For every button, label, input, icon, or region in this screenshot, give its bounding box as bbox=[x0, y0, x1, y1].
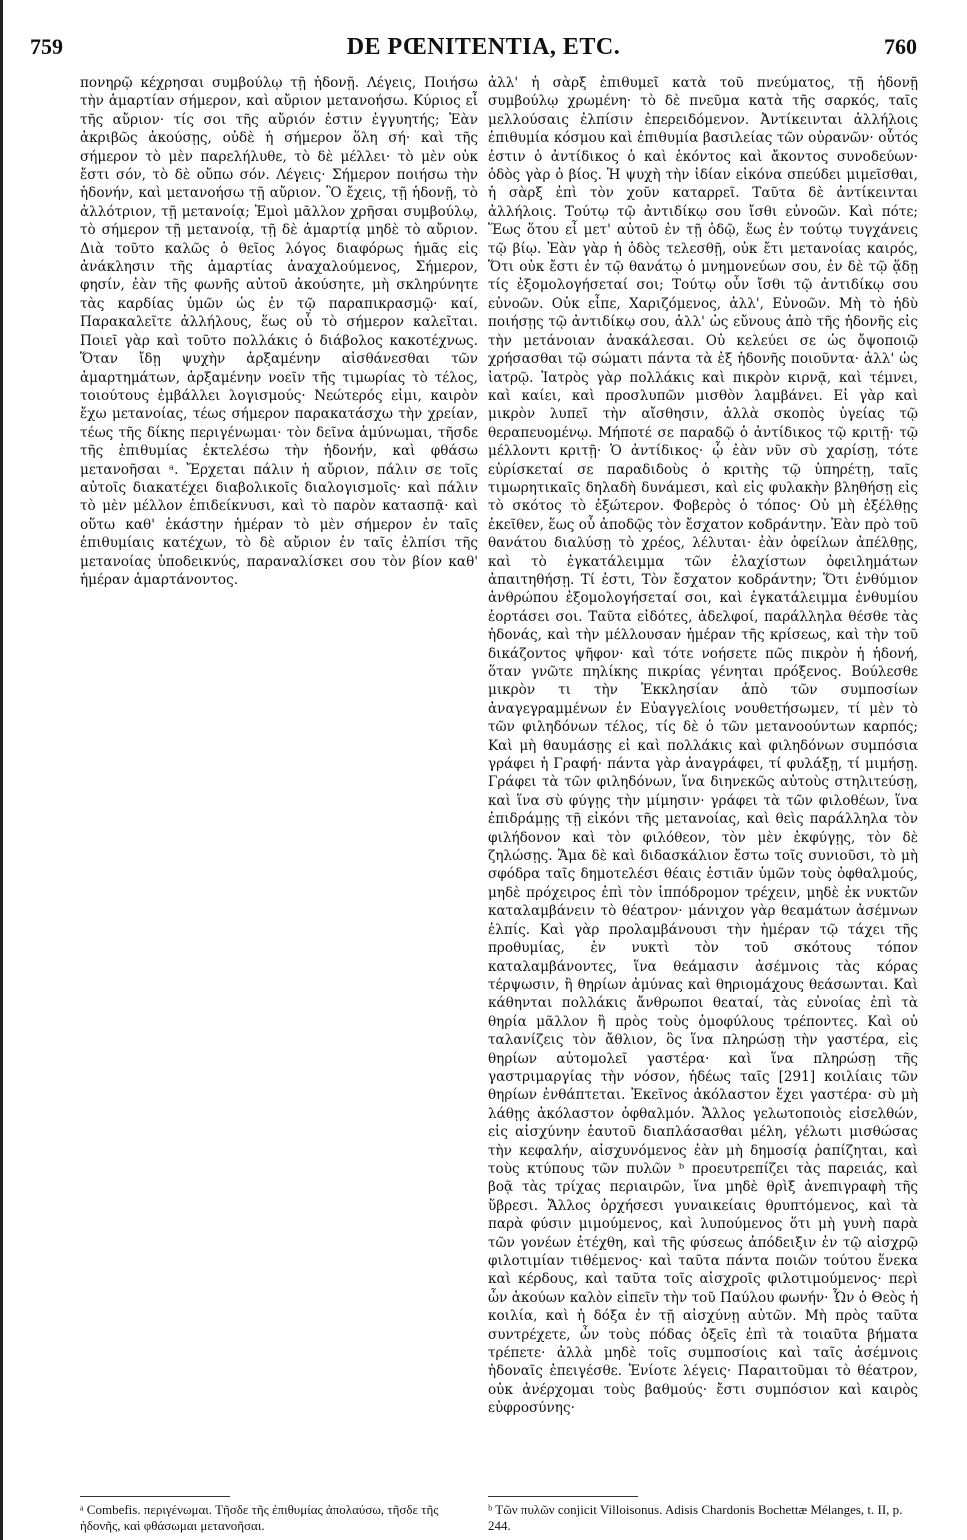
footnote-left: ᵃ Combefis. περιγένωμαι. Τῆσδε τῆς ἐπιθυμίας ἀπολαύσω, τῆσδε τῆς ἡδονῆς, καὶ φθάσωμαι μετανοῆσαι. bbox=[80, 1502, 439, 1533]
page-number-right: 760 bbox=[884, 34, 917, 59]
text-column-right bbox=[488, 74, 918, 1418]
paragraph: πονηρῷ κέχρησαι συμβούλῳ τῇ ἡδονῇ. Λέγεις, Ποιήσω τὴν ἁμαρτίαν σήμερον, καὶ αὔριον μετανοήσω. Κύριος εἶ τῆς αὔριον· τίς σοι τῆς αὔριόν ἐστιν ἐγγυητής; Ἐὰν ἀκριβῶς ἀκούσῃς, οὐδὲ ἡ σήμερον ὅλη σή· καὶ τῆς σήμερον τὸ μὲν παρελήλυθε, τὸ δὲ μέλλει· τὸ μὲν οὐκ ἔστι σόν, τὸ δὲ οὔπω σόν. Λέγεις· Σήμερον ποιήσω τὴν ἡδονήν, καὶ μετανοήσω τῇ αὔριον. Ὃ ἔχεις, τῇ ἡδονῇ, τὸ ἀλλότριον, τῇ μετανοίᾳ; Ἐμοὶ μᾶλλον χρῆσαι συμβούλῳ, τὸ σήμερον τῇ μετανοίᾳ, τῇ δὲ ἁμαρτίᾳ μηδὲ τὸ αὔριον. Διὰ τοῦτο καλῶς ὁ θεῖος λόγος διαφόρως ἡμᾶς εἰς ἀνάκλησιν τῆς ἁμαρτίας ἀναχαλούμενος, Σήμερον, φησίν, ἐὰν τῆς φωνῆς αὐτοῦ ἀκούσητε, μὴ σκληρύνητε τὰς καρδίας ὑμῶν ὡς ἐν τῷ παραπικρασμῷ· καί, Παρακαλεῖτε ἀλλήλους, ἕως οὗ τὸ σήμερον καλεῖται. Ποιεῖ γὰρ καὶ τοῦτο πολλάκις ὁ διάβολος κακοτέχνως. Ὅταν ἴδῃ ψυχὴν ἀρξαμένην αἰσθάνεσθαι τῶν ἁμαρτημάτων, ἀρξαμένην νοεῖν τῆς τιμωρίας τὸ τέλος, τοιούτους ἐμβάλλει λογισμούς· Νεώτερός εἰμι, καιρὸν ἔχω μετανοίας, τέως σήμερον παρακατάσχω τὴν χρείαν, τέως τῆς δίκης περιγένωμαι· τὸν δεῖνα ἀμύνωμαι, τῆσδε τῆς ἐπιθυμίας ἐκτελέσω τὴν ἡδονήν, καὶ φθάσω μετανοῆσαι ᵃ. Ἔρχεται πάλιν ἡ αὔριον, πάλιν σε τοῖς αὐτοῖς διακατέχει διαβολικοῖς διαλογισμοῖς· καὶ πάλιν τὸ μὲν μέλλον ἐπιδείκνυσι, καὶ τὸ παρὸν κατασπᾷ· καὶ οὕτω καθ' ἑκάστην ἡμέραν τὸ μὲν σήμερον ἐν ταῖς ἐπιθυμίαις κατέχων, τὸ δὲ αὔριον ἐν ταῖς ἐλπίσι τῆς μετανοίας ὑποδεικνύς, παραναλίσκει σου τὸν βίον καθ' ἡμέραν ἁμαρτάνοντος. bbox=[80, 75, 478, 588]
footnote-right: ᵇ Τῶν πυλῶν conjicit Villoisonus. Adisis Chardonis Bochettæ Mélanges, t. II, p. 244. bbox=[488, 1502, 903, 1533]
footnote-rule-right bbox=[488, 1496, 638, 1497]
paragraph: ἀλλ' ἡ σὰρξ ἐπιθυμεῖ κατὰ τοῦ πνεύματος, τῇ ἡδονῇ συμβούλῳ χρωμένη· τὸ δὲ πνεῦμα κατὰ τῆς σαρκός, ταῖς μελλούσαις ἐλπίσιν ἐπερειδόμενον. Ἀντίκεινται ἀλλήλοις ἐπιθυμία κόσμου καὶ ἐπιθυμία βασιλείας τῶν οὐρανῶν· οὗτός ἐστιν ὁ ἀντίδικος ὁ καὶ ἑκόντος καὶ ἄκοντος συνοδεύων· ὁδὸς γὰρ ὁ βίος. Ἡ ψυχὴ τὴν ἰδίαν εἰκόνα σπεύδει μιμεῖσθαι, ἡ σὰρξ ἐπὶ τὸν χοῦν καταρρεῖ. Ταῦτα δὲ ἀντίκεινται ἀλλήλοις. Τούτῳ τῷ ἀντιδίκῳ σου ἴσθι εὐνοῶν. Καὶ πότε; Ἕως ὅτου εἶ μετ' αὐτοῦ ἐν τῇ ὁδῷ, ἕως ἐν τούτῳ τυγχάνεις τῷ βίῳ. Ἐὰν γὰρ ἡ ὁδὸς τελεσθῇ, οὐκ ἔτι μετανοίας καιρός, Ὅτι οὐκ ἔστι ἐν τῷ θανάτῳ ὁ μνημονεύων σου, ἐν δὲ τῷ ᾅδῃ τίς ἐξομολογήσεταί σοι; Τούτῳ οὖν ἴσθι τῷ ἀντιδίκῳ σου εὐνοῶν. Οὐκ εἶπε, Χαριζόμενος, ἀλλ', Εὐνοῶν. Μὴ τὸ ἡδὺ ποιήσῃς τῷ ἀντιδίκῳ σου, ἀλλ' ὡς εὔνους ἀπὸ τῆς ἡδονῆς εἰς τὴν μετάνοιαν ἀνακάλεσαι. Οὐ κελεύει σε ὡς ὄψοποιῷ χρήσασθαι τῷ σώματι πάντα τὰ ἐξ ἡδονῆς ποιοῦντα· ἀλλ' ὡς ἰατρῷ. Ἰατρὸς γὰρ πολλάκις καὶ πικρὸν κιρνᾷ, καὶ τέμνει, καὶ καίει, καὶ προσλυπῶν μισθὸν λαμβάνει. Εἰ γὰρ καὶ μικρὸν λυπεῖ τὴν αἴσθησιν, ἀλλὰ σκοπὸς ὑγείας τῷ θεραπευομένῳ. Μήποτέ σε παραδῷ ὁ ἀντίδικος τῷ κριτῇ· τῷ μέλλοντι κριτῇ· Ὁ ἀντίδικος· ᾧ ἐὰν νῦν σὺ χαρίσῃ, τότε εὑρίσκεταί σε παραδιδοὺς ὁ κριτὴς τῷ ὑπηρέτῃ, ταῖς τιμωρητικαῖς δηλαδὴ δυνάμεσι, καὶ εἰς φυλακὴν βληθήσῃ εἰς τὸ σκότος τὸ ἐξώτερον. Φοβερὸς ὁ τόπος· Οὐ μὴ ἐξέλθῃς ἐκεῖθεν, ἕως οὗ ἀποδῷς τὸν ἔσχατον κοδράντην. Ἐὰν πρὸ τοῦ θανάτου διαλύσῃ τὸ χρέος, λέλυται· ἐὰν ὀφείλων ἀπέλθῃς, καὶ τὸ ἐγκατάλειμμα τῶν ἐλαχίστων ὀφειλημάτων ἀπαιτηθήσῃ. Τί ἐστι, Τὸν ἔσχατον κοδράντην; Ὅτι ἐνθύμιον ἀνθρώπου ἐξομολογήσεταί σοι, καὶ ἐγκατάλειμμα ἐνθυμίου ἑορτάσει σοι. Ταῦτα εἰδότες, ἀδελφοί, παράλληλα θέσθε τὰς ἡδονάς, καὶ τὴν μέλλουσαν ἡμέραν τῆς κρίσεως, καὶ τὴν τοῦ δικάζοντος ψῆφον· καὶ τότε νοήσετε πῶς πικρὸν ἡ ἡδονή, ὅταν γνῶτε πηλίκης πικρίας γένηται πρόξενος. Βούλεσθε μικρὸν τι τὴν Ἐκκλησίαν ἀπὸ τῶν συμποσίων ἀναγεγραμμένων ἐν Εὐαγγελίοις νουθετήσωμεν, τί μὲν τὸ τῶν φιληδόνων τέλος, τίς δὲ ὁ τῶν μετανοούντων καρπός; Καὶ μὴ θαυμάσῃς εἰ καὶ πολλάκις καὶ φιληδόνων συμπόσια γράφει ἡ Γραφή· πάντα γὰρ ἀναγράφει, τί φυλάξῃ, τί μιμήσῃ. Γράφει τὰ τῶν φιληδόνων, ἵνα διηνεκῶς αὐτοὺς στηλιτεύσῃ, καὶ ἵνα σὺ φύγῃς τὴν μίμησιν· γράφει τὰ τῶν φιλοθέων, ἵνα ἐπιδράμῃς τῇ εἰκόνι τῆς μετανοίας, καὶ θεὶς παράλληλα τὸν φιλήδονον καὶ τὸν φιλόθεον, τὸν μὲν ἐκφύγῃς, τὸν δὲ ζηλώσῃς. Ἅμα δὲ καὶ διδασκάλιον ἔστω τοῖς συνιοῦσι, τὸ μὴ σφόδρα ταῖς δημοτελέσι θέαις ἑστιᾶν ὑμῶν τοὺς ὀφθαλμούς, μηδὲ πρόχειρος ἐπὶ τὸν ἱππόδρομον τρέχειν, μηδὲ ἐκ νυκτῶν καταλαμβάνειν τὸ θέατρον· μάνιχον γὰρ θεαμάτων ἀσέμνων ἐλπίς. Καὶ γὰρ προλαμβάνουσι τὴν ἡμέραν τῷ τάχει τῆς προθυμίας, ἐν νυκτὶ τὸν τοῦ σκότους τόπον καταλαμβάνοντες, ἵνα θεάμασιν ἀσέμνοις τὰς κόρας τέρψωσιν, ἢ θηρίων ἀμύνας καὶ θηριομάχους θεάσωνται. Καὶ κάθηνται πολλάκις ἄνθρωποι θεαταί, τὰς εὐνοίας ἐπὶ τὰ θηρία μᾶλλον ἢ πρὸς τοὺς ὁμοφύλους τρέποντες. Καὶ οὐ ταλανίζεις τὸν ἄθλιον, ὃς ἵνα πληρώσῃ τὴν γαστέρα, εἰς θηρίων αὐτομολεῖ γαστέρα· καὶ ἵνα πληρώσῃ τῆς γαστριμαργίας τὴν νόσον, ἡδέως ταῖς [291] κοιλίαις τῶν θηρίων ἐνθάπτεται. Ἐκεῖνος ἀκόλαστον ἔχει γαστέρα· σὺ μὴ λάθῃς ἀκόλαστον ὀφθαλμόν. Ἄλλος γελωτοποιὸς εἰσελθών, εἰς αἰσχύνην ἑαυτοῦ διαπλάσασθαι μέλη, γέλωτι μισθώσας τὴν κεφαλήν, αἰσχυνόμενος ἐὰν μὴ δημοσίᾳ ῥαπίζηται, καὶ τοὺς κτύπους τῶν πυλῶν ᵇ προευτρεπίζει τὰς παρειάς, καὶ βοᾷ τὰς τρίχας περιαιρῶν, ἵνα μηδὲ θρὶξ ἀνεπιγραφὴ τῆς ὕβρεσι. Ἄλλος ὀρχήσεσι γυναικείαις θρυπτόμενος, καὶ τὰ παρὰ φύσιν μιμούμενος, καὶ λυπούμενος ὅτι μὴ γυνὴ παρὰ τῶν γονέων ἐτέχθη, καὶ τῆς φύσεως ἀπόδειξιν ἐν τῷ αἰσχρῷ φιλοτιμίαν τιθέμενος· καὶ ταῦτα πάντα ποιῶν τούτου ἕνεκα καὶ κέρδους, καὶ ταῦτα τοῖς αἰσχροῖς φιλοτιμούμενος· περὶ ὧν ἀκούων καλὸν εἰπεῖν τὴν τοῦ Παύλου φωνήν· Ὧν ὁ Θεὸς ἡ κοιλία, καὶ ἡ δόξα ἐν τῇ αἰσχύνῃ αὐτῶν. Μὴ πρὸς ταῦτα συντρέχετε, ὧν τοὺς πόδας ὀξεῖς ἐπὶ τὰ τοιαῦτα βήματα τρέπετε· ἀλλὰ μηδὲ τοῖς συμποσίοις καὶ ταῖς ἀσέμνοις ἡδοναῖς ἐπειγέσθε. Ἐνίοτε λέγεις· Παραιτοῦμαι τὸ θέατρον, οὐκ ἀνέρχομαι τοὺς βαθμούς· ἔστι συμπόσιον καὶ καιρὸς εὐφροσύνης· bbox=[488, 75, 918, 1417]
running-title: DE PŒNITENTIA, ETC. bbox=[346, 34, 621, 60]
footnote-rule-left bbox=[80, 1496, 230, 1497]
running-header bbox=[0, 30, 967, 70]
page-number-left: 759 bbox=[30, 34, 63, 59]
text-column-left bbox=[80, 74, 478, 589]
page-edge bbox=[0, 0, 3, 1540]
